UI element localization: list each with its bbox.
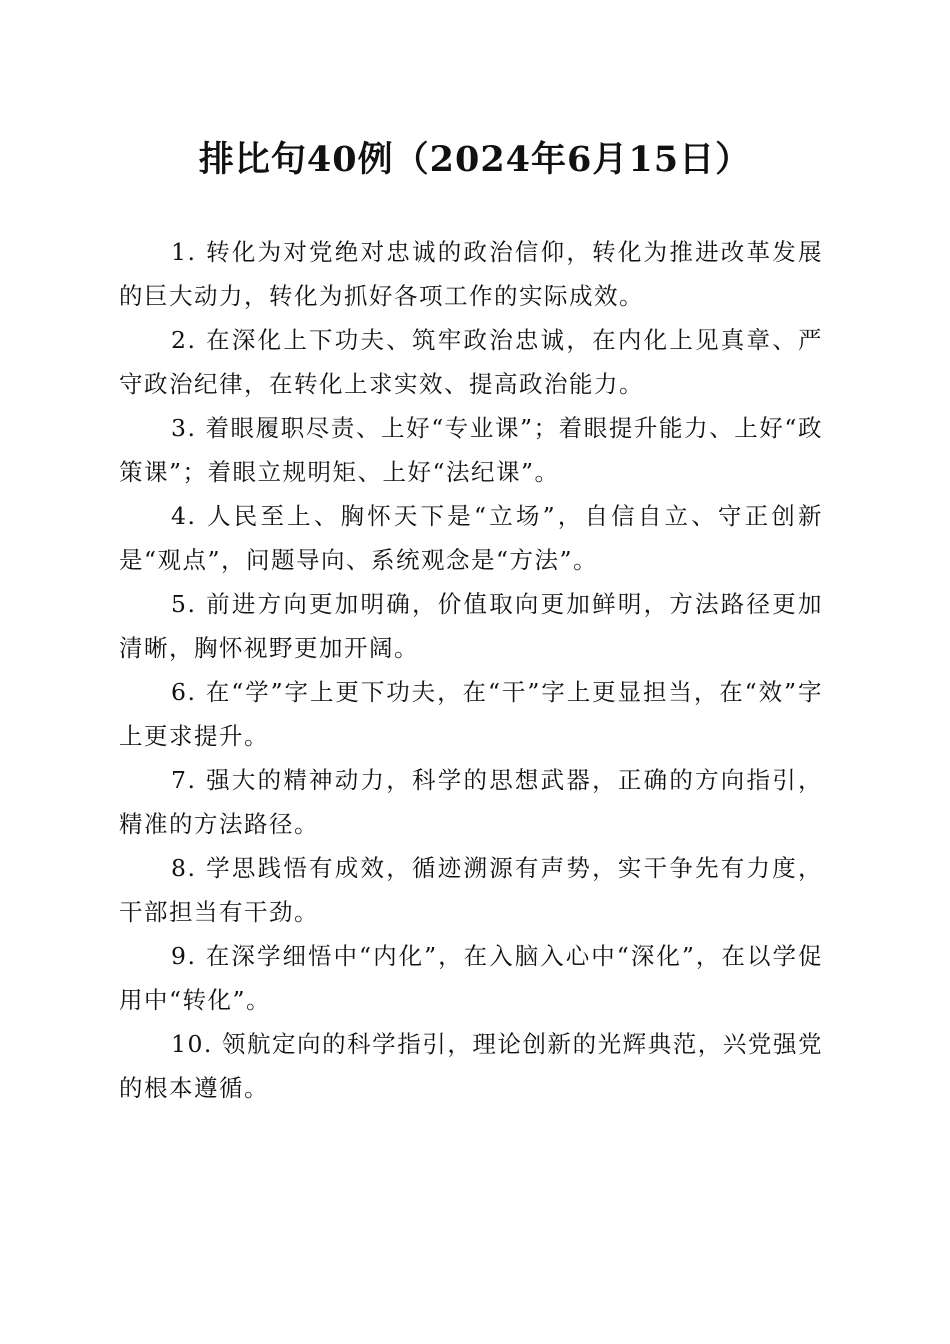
paragraph-1: 1. 转化为对党绝对忠诚的政治信仰，转化为推进改革发展的巨大动力，转化为抓好各项工作的实际成效。 bbox=[119, 238, 823, 310]
paragraph-6: 6. 在“学”字上更下功夫，在“干”字上更显担当，在“效”字上更求提升。 bbox=[119, 678, 823, 750]
paragraph-7: 7. 强大的精神动力，科学的思想武器，正确的方向指引，精准的方法路径。 bbox=[119, 766, 823, 838]
paragraph-3: 3. 着眼履职尽责、上好“专业课”；着眼提升能力、上好“政策课”；着眼立规明矩、上好“法纪课”。 bbox=[119, 414, 823, 486]
document-body bbox=[119, 230, 823, 1110]
paragraph-9: 9. 在深学细悟中“内化”，在入脑入心中“深化”，在以学促用中“转化”。 bbox=[119, 942, 823, 1014]
paragraph-2: 2. 在深化上下功夫、筑牢政治忠诚，在内化上见真章、严守政治纪律，在转化上求实效、提高政治能力。 bbox=[119, 326, 823, 398]
document-title: 排比句40例（2024年6月15日） bbox=[198, 139, 752, 180]
paragraph-5: 5. 前进方向更加明确，价值取向更加鲜明，方法路径更加清晰，胸怀视野更加开阔。 bbox=[119, 590, 823, 662]
paragraph-4: 4. 人民至上、胸怀天下是“立场”，自信自立、守正创新是“观点”，问题导向、系统观念是“方法”。 bbox=[119, 502, 823, 574]
paragraph-8: 8. 学思践悟有成效，循迹溯源有声势，实干争先有力度，干部担当有干劲。 bbox=[119, 854, 823, 926]
paragraph-10: 10. 领航定向的科学指引，理论创新的光辉典范，兴党强党的根本遵循。 bbox=[119, 1030, 823, 1102]
